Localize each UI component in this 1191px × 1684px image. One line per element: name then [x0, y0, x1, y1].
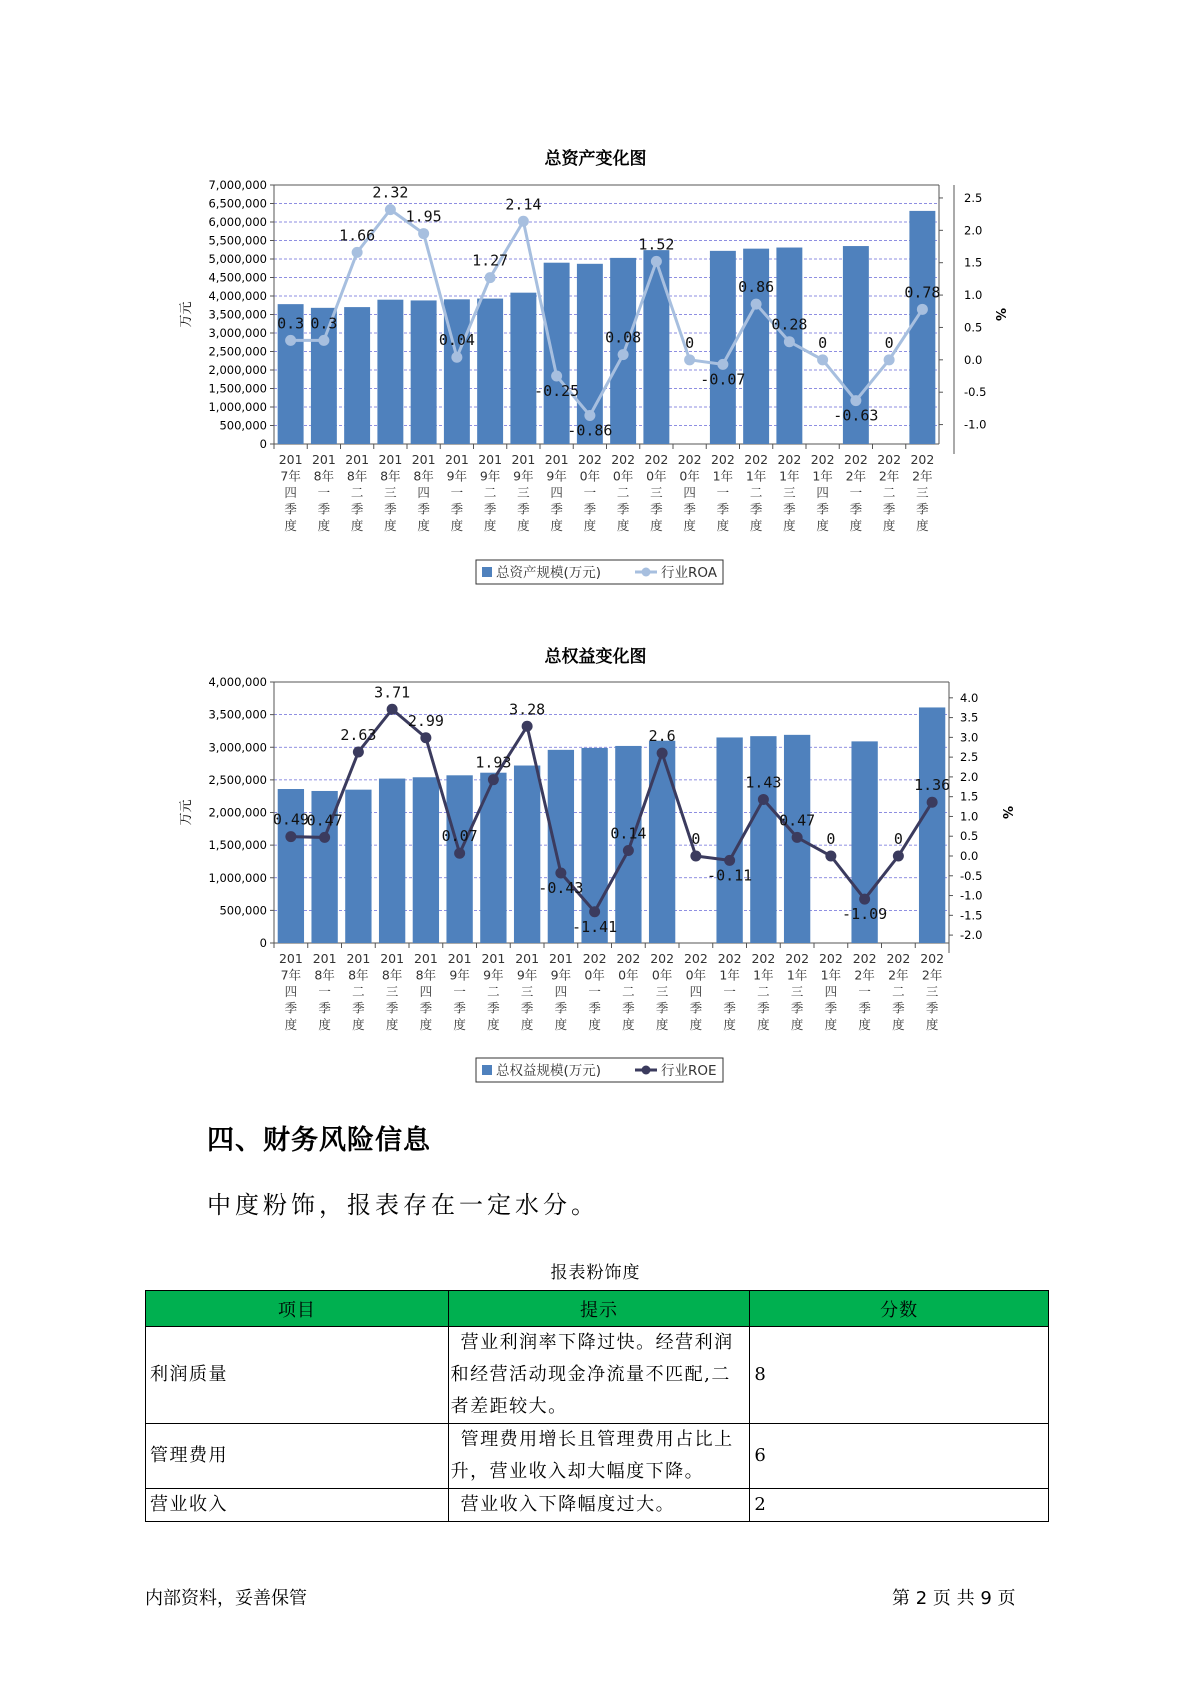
- line-point: [584, 410, 595, 421]
- x-tick-label: 201 9年四季度: [544, 452, 569, 533]
- y2-tick-label: -2.0: [960, 928, 983, 943]
- legend-bar-swatch: [482, 567, 492, 577]
- risk-table: [145, 1290, 1049, 1522]
- y-tick-label: 4,000,000: [208, 289, 267, 303]
- line-point: [522, 721, 533, 732]
- x-tick-label: 202 2年一季度: [843, 452, 868, 533]
- bar: [750, 736, 776, 943]
- row-score: 8: [750, 1327, 1049, 1424]
- x-tick-label: 202 0年一季度: [577, 452, 602, 533]
- y2-tick-label: 0.5: [964, 320, 983, 335]
- data-label: 0: [685, 333, 695, 352]
- y-tick-label: 6,500,000: [208, 196, 267, 211]
- table-header-row: [146, 1291, 1049, 1327]
- y-tick-label: 1,000,000: [208, 870, 267, 885]
- bar: [909, 211, 935, 444]
- data-label: 3.71: [374, 683, 411, 702]
- line-point: [792, 832, 803, 843]
- bar: [345, 790, 371, 943]
- line-point: [657, 748, 668, 759]
- x-tick-label: 201 8年三季度: [380, 951, 405, 1032]
- y-axis-label: 万元: [179, 301, 194, 328]
- line-point: [784, 336, 795, 347]
- data-label: 0: [826, 830, 836, 848]
- y2-tick-label: 0.0: [960, 849, 979, 863]
- y-tick-label: 1,000,000: [208, 400, 267, 414]
- y2-tick-label: 0.0: [964, 352, 983, 367]
- data-label: 0.78: [904, 283, 941, 302]
- bar: [379, 779, 405, 943]
- y-axis-label: 万元: [179, 799, 194, 826]
- line-point: [917, 304, 928, 315]
- x-tick-label: 201 9年一季度: [447, 951, 472, 1032]
- line-point: [551, 371, 562, 382]
- assets-chart: [0, 180, 1191, 620]
- line-point: [751, 299, 762, 310]
- legend-bar-swatch: [482, 1065, 492, 1075]
- footer-page-number: 第 2 页 共 9 页: [892, 1588, 1016, 1609]
- x-tick-label: 201 9年一季度: [444, 452, 469, 533]
- y-tick-label: 500,000: [219, 418, 267, 433]
- y-tick-label: 0: [259, 936, 267, 950]
- y2-tick-label: 2.5: [964, 190, 983, 205]
- x-tick-label: 202 1年三季度: [785, 951, 810, 1032]
- line-point: [319, 832, 330, 843]
- y2-axis-label: %: [992, 307, 1007, 322]
- line-point: [651, 256, 662, 267]
- y2-tick-label: -0.5: [960, 868, 983, 883]
- data-label: 0.3: [310, 314, 338, 333]
- y2-tick-label: 1.5: [960, 789, 979, 804]
- footer-confidential: 内部资料，妥善保管: [145, 1588, 307, 1609]
- x-tick-label: 201 8年四季度: [413, 951, 438, 1032]
- bar: [411, 300, 437, 444]
- x-tick-label: 201 9年三季度: [511, 452, 536, 533]
- data-label: 0: [893, 830, 903, 848]
- line-point: [724, 855, 735, 866]
- x-tick-label: 202 0年四季度: [683, 951, 708, 1032]
- row-item: 利润质量: [146, 1327, 449, 1424]
- line-point: [385, 204, 396, 215]
- x-tick-label: 202 2年二季度: [877, 452, 902, 533]
- y-tick-label: 500,000: [219, 903, 267, 918]
- x-tick-label: 201 8年一季度: [312, 951, 337, 1032]
- bar: [377, 300, 403, 444]
- data-label: 2.99: [407, 711, 444, 730]
- line-point: [817, 354, 828, 365]
- legend-line-label: 行业ROE: [661, 1063, 717, 1079]
- line-point: [850, 395, 861, 406]
- x-tick-label: 202 0年三季度: [644, 452, 669, 533]
- y-tick-label: 2,500,000: [208, 772, 267, 787]
- y2-tick-label: 1.0: [964, 288, 983, 303]
- data-label: 0.07: [441, 827, 478, 846]
- data-label: 1.66: [339, 226, 376, 245]
- table-row: [146, 1489, 1049, 1522]
- line-point: [387, 704, 398, 715]
- data-label: 0.08: [605, 328, 642, 347]
- x-tick-label: 201 8年三季度: [378, 452, 403, 533]
- x-tick-label: 201 8年一季度: [311, 452, 336, 533]
- x-tick-label: 201 9年四季度: [548, 951, 573, 1032]
- x-tick-label: 202 1年三季度: [777, 452, 802, 533]
- x-tick-label: 201 8年四季度: [411, 452, 436, 533]
- y-tick-label: 2,500,000: [208, 344, 267, 359]
- bar: [548, 750, 574, 943]
- line-point: [927, 797, 938, 808]
- line-point: [884, 354, 895, 365]
- y2-tick-label: 4.0: [960, 690, 979, 705]
- line-point: [485, 272, 496, 283]
- data-label: -0.07: [700, 370, 746, 389]
- data-label: 0.47: [306, 811, 343, 830]
- y-tick-label: 5,000,000: [208, 252, 267, 266]
- data-label: -0.25: [534, 382, 580, 401]
- bar: [413, 777, 439, 943]
- x-tick-label: 202 1年一季度: [710, 452, 735, 533]
- bar: [919, 707, 945, 943]
- line-point: [352, 247, 363, 258]
- y-tick-label: 3,500,000: [208, 307, 267, 322]
- line-point: [717, 359, 728, 370]
- line-point: [893, 851, 904, 862]
- y-tick-label: 4,500,000: [208, 270, 267, 285]
- x-tick-label: 201 9年二季度: [481, 951, 506, 1032]
- x-tick-label: 202 0年三季度: [650, 951, 675, 1032]
- line-point: [353, 746, 364, 757]
- y2-tick-label: -1.0: [964, 417, 987, 432]
- line-point: [623, 845, 634, 856]
- y2-tick-label: -1.0: [960, 888, 983, 903]
- x-tick-label: 201 8年二季度: [346, 951, 371, 1032]
- bar: [615, 746, 641, 943]
- y-tick-label: 1,500,000: [208, 381, 267, 396]
- y-tick-label: 7,000,000: [208, 178, 267, 192]
- header-tip: 提示: [448, 1291, 750, 1327]
- x-tick-label: 202 2年三季度: [920, 951, 945, 1032]
- line-point: [589, 906, 600, 917]
- row-tip: 营业利润率下降过快。经营利润和经营活动现金净流量不匹配,二者差距较大。: [448, 1327, 750, 1424]
- data-label: 3.28: [509, 700, 546, 719]
- line-point: [488, 774, 499, 785]
- line-point: [758, 794, 769, 805]
- line-point: [690, 851, 701, 862]
- x-tick-label: 202 1年四季度: [818, 951, 843, 1032]
- y-tick-label: 2,000,000: [208, 805, 267, 820]
- data-label: 1.52: [638, 235, 675, 254]
- x-tick-label: 201 9年二季度: [478, 452, 503, 533]
- y-tick-label: 0: [259, 437, 267, 451]
- equity-chart-title: 总权益变化图: [544, 647, 647, 667]
- data-label: 2.14: [505, 195, 542, 214]
- data-label: 0.04: [438, 331, 475, 350]
- line-point: [285, 335, 296, 346]
- header-score: 分数: [750, 1291, 1049, 1327]
- section-heading: 四、财务风险信息: [207, 1125, 431, 1156]
- equity-chart: [0, 675, 1191, 1118]
- y-tick-label: 1,500,000: [208, 838, 267, 853]
- y2-tick-label: 2.0: [964, 223, 983, 238]
- legend-bar-label: 总权益规模(万元): [496, 1063, 602, 1079]
- table-row: [146, 1424, 1049, 1489]
- x-tick-label: 201 9年三季度: [515, 951, 540, 1032]
- bar: [514, 766, 540, 943]
- legend-bar-label: 总资产规模(万元): [496, 565, 602, 581]
- line-point: [618, 349, 629, 360]
- bar: [544, 263, 570, 444]
- y2-tick-label: 0.5: [960, 829, 979, 844]
- line-point: [285, 831, 296, 842]
- line-point: [318, 335, 329, 346]
- data-label: -0.63: [833, 406, 879, 425]
- y2-tick-label: 1.0: [960, 809, 979, 824]
- data-label: 2.32: [372, 183, 409, 202]
- data-label: 0.28: [771, 315, 808, 334]
- data-label: 2.6: [648, 727, 676, 746]
- y-tick-label: 5,500,000: [208, 233, 267, 248]
- data-label: -0.86: [567, 421, 613, 440]
- bar: [649, 741, 675, 943]
- row-score: 6: [750, 1424, 1049, 1489]
- y-tick-label: 4,000,000: [208, 675, 267, 689]
- data-label: 0.86: [738, 278, 775, 297]
- x-tick-label: 202 2年三季度: [910, 452, 935, 533]
- y2-tick-label: 2.0: [960, 769, 979, 784]
- bar: [446, 775, 472, 943]
- legend-line-marker: [642, 1066, 651, 1075]
- line-point: [859, 894, 870, 905]
- table-row: [146, 1327, 1049, 1424]
- y2-tick-label: -0.5: [964, 385, 987, 400]
- data-label: 1.36: [914, 776, 951, 795]
- bar: [510, 293, 536, 444]
- x-tick-label: 202 1年二季度: [744, 452, 769, 533]
- y-tick-label: 3,000,000: [208, 326, 267, 340]
- data-label: 1.93: [475, 753, 512, 772]
- x-tick-label: 202 2年二季度: [886, 951, 911, 1032]
- bar: [643, 250, 669, 444]
- row-item: 营业收入: [146, 1489, 449, 1522]
- risk-summary: 中度粉饰，报表存在一定水分。: [207, 1191, 599, 1219]
- data-label: 0.3: [277, 314, 305, 333]
- y2-axis-label: %: [999, 805, 1014, 820]
- line-point: [420, 732, 431, 743]
- x-tick-label: 202 1年二季度: [751, 951, 776, 1032]
- data-label: 1.43: [745, 773, 782, 792]
- row-item: 管理费用: [146, 1424, 449, 1489]
- data-label: 0.49: [272, 810, 309, 829]
- x-tick-label: 201 7年四季度: [278, 452, 303, 533]
- line-point: [451, 352, 462, 363]
- y-tick-label: 2,000,000: [208, 363, 267, 377]
- y2-tick-label: -1.5: [960, 908, 983, 923]
- bar: [477, 299, 503, 444]
- bar: [716, 737, 742, 943]
- line-point: [555, 868, 566, 879]
- y-tick-label: 6,000,000: [208, 215, 267, 229]
- bar: [344, 307, 370, 444]
- line-point: [454, 848, 465, 859]
- x-tick-label: 202 0年二季度: [616, 951, 641, 1032]
- x-tick-label: 202 1年四季度: [810, 452, 835, 533]
- line-point: [518, 216, 529, 227]
- data-label: 0: [884, 333, 894, 352]
- data-label: 1.27: [472, 251, 509, 270]
- data-label: -1.09: [842, 905, 888, 924]
- x-tick-label: 201 7年四季度: [278, 951, 303, 1032]
- data-label: 0.14: [610, 824, 647, 843]
- data-label: 0: [818, 333, 828, 352]
- x-tick-label: 202 0年一季度: [582, 951, 607, 1032]
- data-label: -0.11: [707, 866, 753, 885]
- x-tick-label: 201 8年二季度: [345, 452, 370, 533]
- y-tick-label: 3,000,000: [208, 740, 267, 755]
- x-tick-label: 202 1年一季度: [717, 951, 742, 1032]
- header-item: 项目: [146, 1291, 449, 1327]
- x-tick-label: 202 0年二季度: [611, 452, 636, 533]
- line-point: [684, 354, 695, 365]
- row-score: 2: [750, 1489, 1049, 1522]
- x-tick-label: 202 2年一季度: [852, 951, 877, 1032]
- row-tip: 营业收入下降幅度过大。: [448, 1489, 750, 1522]
- y2-tick-label: 2.5: [960, 750, 979, 765]
- data-label: 0.47: [779, 811, 816, 830]
- line-point: [418, 228, 429, 239]
- row-tip: 管理费用增长且管理费用占比上升，营业收入却大幅度下降。: [448, 1424, 750, 1489]
- x-tick-label: 202 0年四季度: [677, 452, 702, 533]
- y2-tick-label: 3.5: [960, 710, 979, 725]
- data-label: -1.41: [572, 917, 618, 936]
- table-caption: 报表粉饰度: [550, 1263, 641, 1283]
- data-label: 0: [691, 830, 701, 848]
- legend-line-marker: [642, 568, 651, 577]
- data-label: -0.43: [538, 879, 584, 898]
- line-point: [825, 851, 836, 862]
- y2-tick-label: 3.0: [960, 730, 979, 745]
- assets-chart-title: 总资产变化图: [544, 149, 647, 169]
- y-tick-label: 3,500,000: [208, 707, 267, 722]
- data-label: 1.95: [405, 207, 442, 226]
- legend-line-label: 行业ROA: [661, 565, 718, 581]
- y2-tick-label: 1.5: [964, 255, 983, 270]
- data-label: 2.63: [340, 725, 377, 744]
